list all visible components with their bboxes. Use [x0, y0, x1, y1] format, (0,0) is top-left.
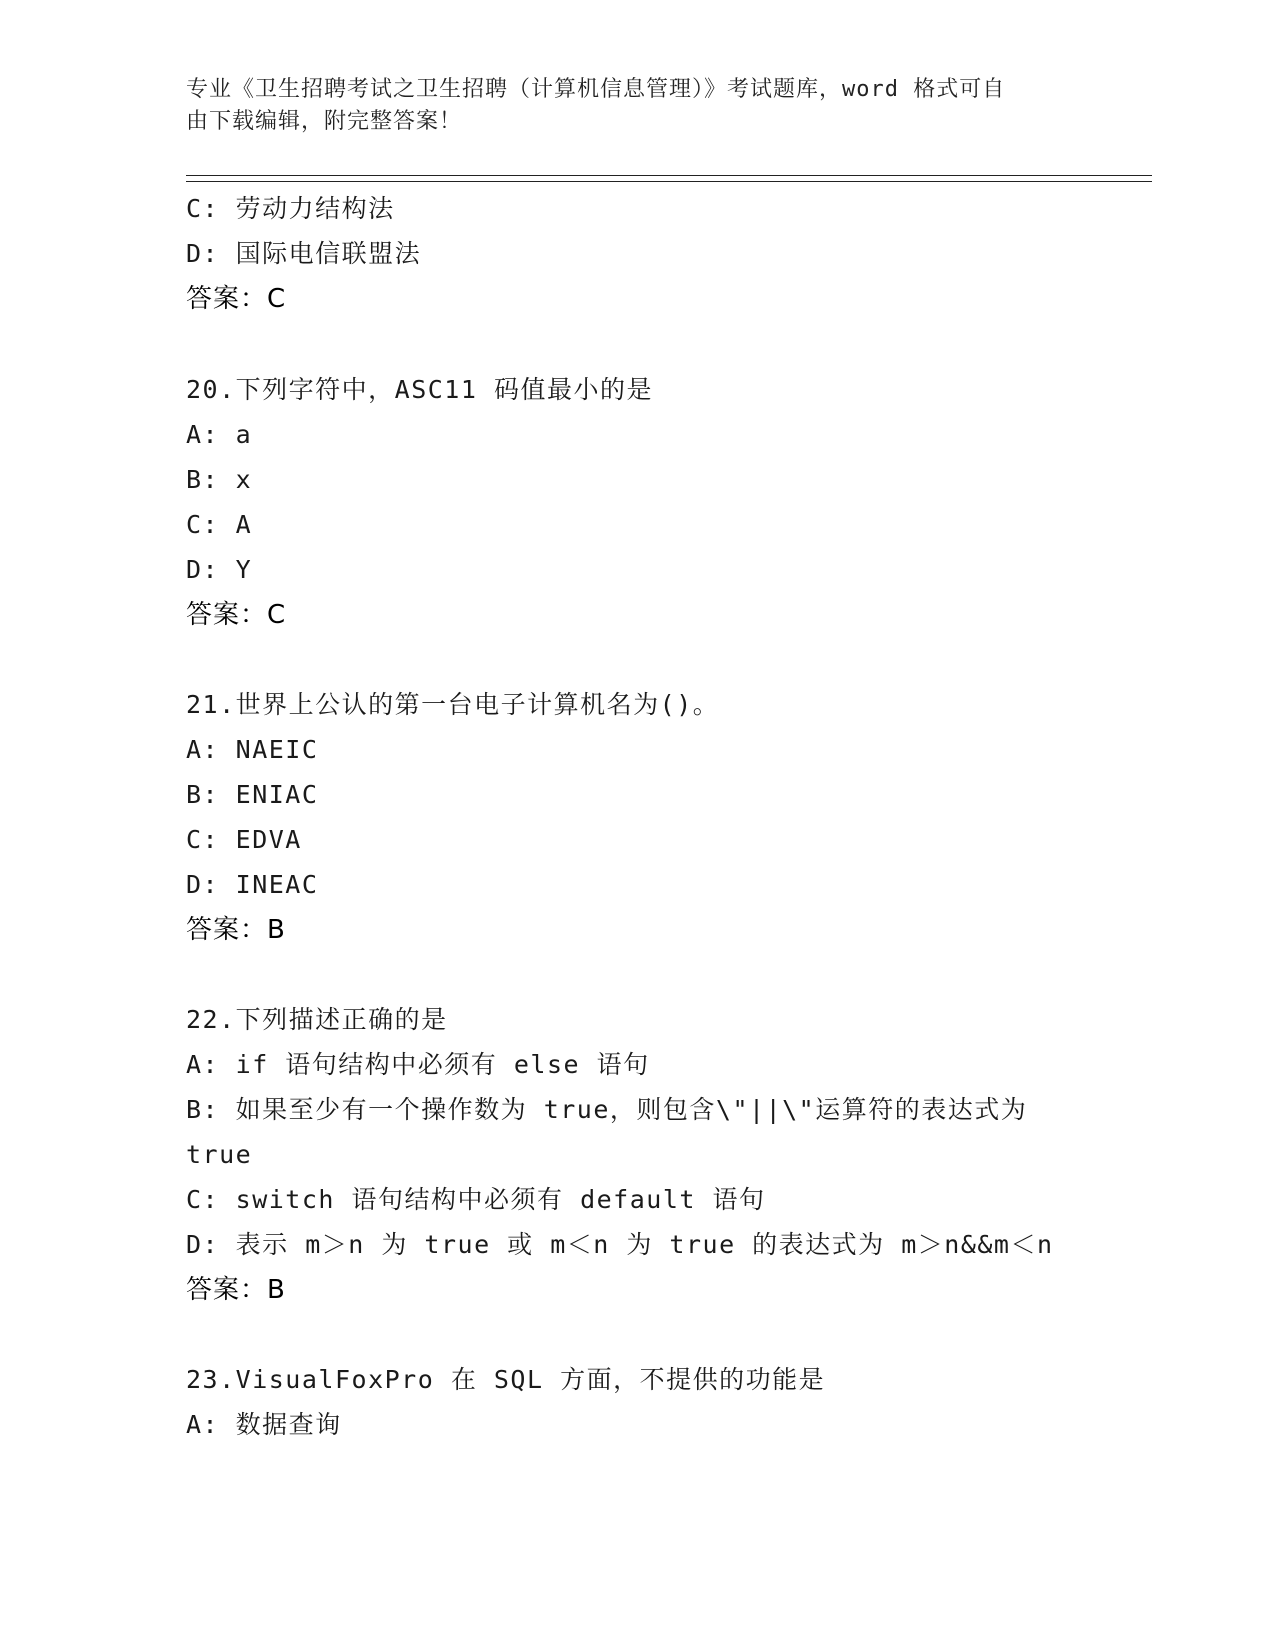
document-header: [186, 74, 1066, 138]
prev-option-c: C: 劳动力结构法: [186, 194, 395, 223]
q20-question: 20.下列字符中，ASC11 码值最小的是: [186, 375, 653, 404]
q21-option-b: B: ENIAC: [186, 780, 319, 809]
q20-answer: 答案：C: [186, 600, 287, 630]
q22-question: 22.下列描述正确的是: [186, 1005, 448, 1034]
q22-option-a: A: if 语句结构中必须有 else 语句: [186, 1050, 650, 1079]
q22-answer: 答案：B: [186, 1275, 286, 1305]
q22-option-b-line-1: B: 如果至少有一个操作数为 true，则包含\"||\"运算符的表达式为: [186, 1095, 1028, 1124]
q21-option-d: D: INEAC: [186, 870, 319, 899]
header-divider-top: [186, 175, 1152, 176]
q22-option-b-line-2: true: [186, 1140, 253, 1169]
header-divider-bottom: [186, 181, 1152, 182]
q22-option-c: C: switch 语句结构中必须有 default 语句: [186, 1185, 766, 1214]
prev-option-d: D: 国际电信联盟法: [186, 239, 422, 268]
q20-option-c: C: A: [186, 510, 253, 539]
header-line-1: 专业《卫生招聘考试之卫生招聘（计算机信息管理）》考试题库，word 格式可自: [186, 77, 1006, 102]
prev-answer: 答案：C: [186, 284, 287, 314]
q23-question: 23.VisualFoxPro 在 SQL 方面，不提供的功能是: [186, 1365, 826, 1394]
q21-option-a: A: NAEIC: [186, 735, 319, 764]
q22-option-d: D: 表示 m＞n 为 true 或 m＜n 为 true 的表达式为 m＞n&&m＜n: [186, 1230, 1054, 1259]
q20-option-d: D: Y: [186, 555, 253, 584]
header-line-2: 由下载编辑，附完整答案！: [186, 109, 463, 134]
q21-option-c: C: EDVA: [186, 825, 302, 854]
q20-option-b: B: x: [186, 465, 253, 494]
q23-option-a: A: 数据查询: [186, 1410, 342, 1439]
q20-option-a: A: a: [186, 420, 253, 449]
q21-answer: 答案：B: [186, 915, 286, 945]
q21-question: 21.世界上公认的第一台电子计算机名为()。: [186, 690, 720, 719]
